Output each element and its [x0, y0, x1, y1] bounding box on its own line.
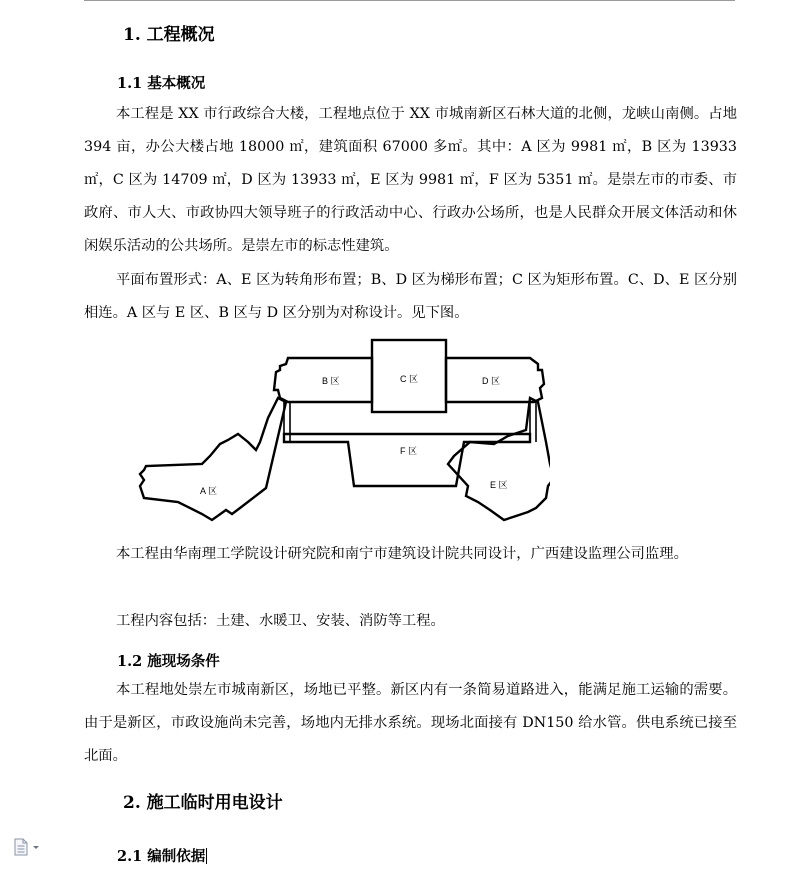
text-cursor [206, 848, 207, 864]
subsection-title-1-2: 1.2 施现场条件 [117, 653, 220, 670]
zone-e-shape [448, 398, 550, 520]
zone-label-a: A 区 [200, 486, 218, 496]
page-top-border [84, 0, 735, 1]
paragraph-scope: 工程内容包括：土建、水暖卫、安装、消防等工程。 [116, 613, 445, 629]
zone-a-shape [140, 398, 286, 520]
chevron-down-icon [33, 846, 39, 849]
paragraph-overview: 本工程是 XX 市行政综合大楼，工程地点位于 XX 市城南新区石林大道的北侧，龙峡山南侧。占地 394 亩，办公大楼占地 18000 ㎡，建筑面积 67000 多㎡。其中：A 区为 9981 ㎡，B 区为 13933 ㎡，C 区为 14709 ㎡，D 区为 13933 ㎡，E 区为 9981 ㎡，F 区为 5351 ㎡。是崇左市的市委、市政府、市人大、市政协四大领导班子的行政活动中心、行政办公场所，也是人民群众开展文体活动和休闲娱乐活动的公共场所。是崇左市的标志性建筑。 [84, 106, 737, 254]
paragraph-layout: 平面布置形式：A、E 区为转角形布置；B、D 区为梯形布置；C 区为矩形布置。C、D、E 区分别相连。A 区与 E 区、B 区与 D 区分别为对称设计。见下图。 [84, 272, 737, 321]
section-title-1: 1. 工程概况 [123, 25, 215, 45]
section-title-2: 2. 施工临时用电设计 [123, 793, 283, 813]
floor-plan-diagram [138, 338, 550, 526]
zone-label-b: B 区 [322, 376, 340, 386]
zone-f-shape [284, 434, 530, 486]
subsection-title-2-1: 2.1 编制依据 [117, 848, 206, 865]
paragraph-site-conditions: 本工程地处崇左市城南新区，场地已平整。新区内有一条简易道路进入，能满足施工运输的需要。由于是新区，市政设施尚未完善，场地内无排水系统。现场北面接有 DN150 给水管。供电系统已接至北面。 [84, 682, 737, 764]
subsection-title-1-1: 1.1 基本概况 [117, 75, 206, 92]
zone-label-e: E 区 [490, 480, 508, 490]
zone-label-d: D 区 [482, 376, 501, 386]
document-options-button[interactable] [13, 838, 43, 856]
zone-label-f: F 区 [400, 446, 417, 456]
document-icon [15, 839, 27, 855]
zone-label-c: C 区 [400, 374, 419, 384]
paragraph-design-units: 本工程由华南理工学院设计研究院和南宁市建筑设计院共同设计，广西建设监理公司监理。 [116, 546, 688, 562]
